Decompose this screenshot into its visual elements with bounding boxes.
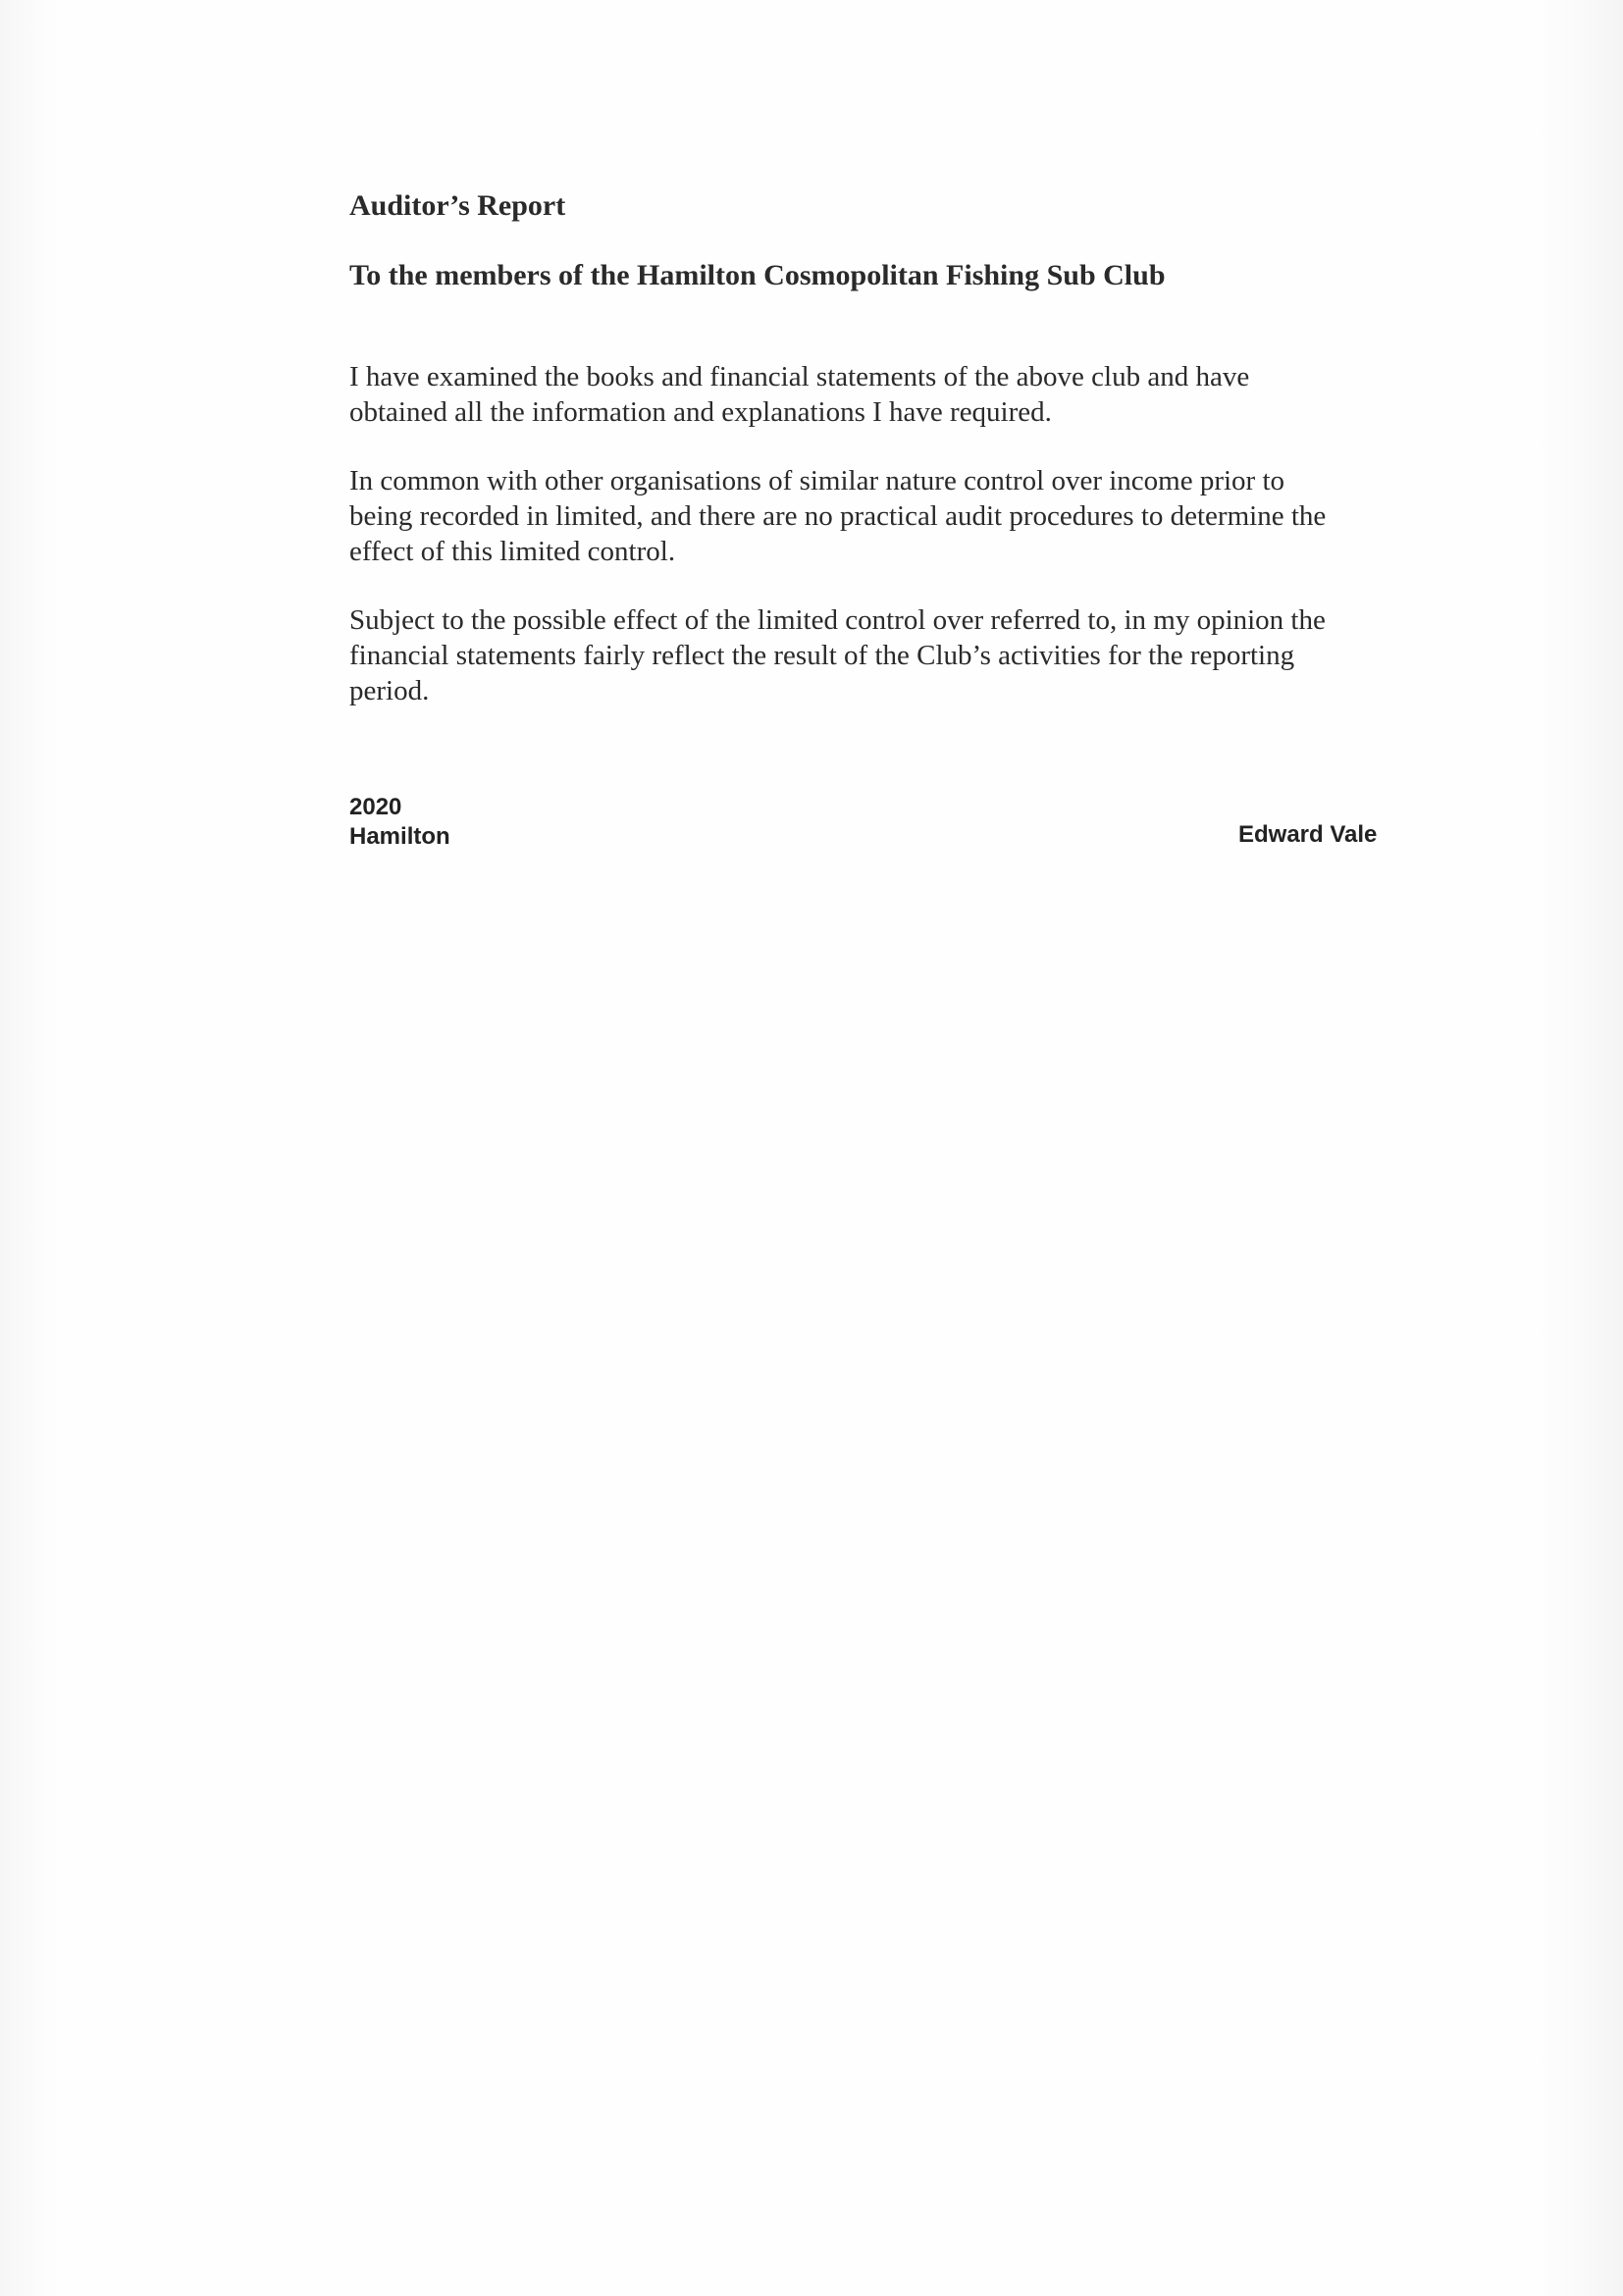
- paragraph-line: obtained all the information and explanations I have required.: [349, 396, 1052, 428]
- paragraph-line: I have examined the books and financial statements of the above club and have: [349, 361, 1250, 392]
- paragraph-control: [349, 463, 1326, 569]
- signature-year: 2020: [349, 794, 402, 820]
- signature-date-place: [349, 793, 450, 852]
- paragraph-line: Subject to the possible effect of the limited control over referred to, in my opinion the: [349, 604, 1326, 636]
- paragraph-line: financial statements fairly reflect the result of the Club’s activities for the reporting: [349, 640, 1295, 671]
- report-title: Auditor’s Report: [349, 189, 566, 222]
- scan-shadow-left: [0, 0, 69, 2296]
- paragraph-examination: [349, 359, 1249, 430]
- paragraph-opinion: [349, 602, 1326, 708]
- signature-place: Hamilton: [349, 823, 450, 850]
- report-addressee: To the members of the Hamilton Cosmopolitan Fishing Sub Club: [349, 259, 1166, 291]
- paragraph-line: effect of this limited control.: [349, 536, 676, 567]
- paragraph-line: period.: [349, 675, 430, 706]
- signature-name: Edward Vale: [1238, 821, 1378, 848]
- paragraph-line: In common with other organisations of similar nature control over income prior to: [349, 465, 1285, 496]
- scan-shadow-right: [1535, 0, 1623, 2296]
- paragraph-line: being recorded in limited, and there are no practical audit procedures to determine the: [349, 500, 1327, 532]
